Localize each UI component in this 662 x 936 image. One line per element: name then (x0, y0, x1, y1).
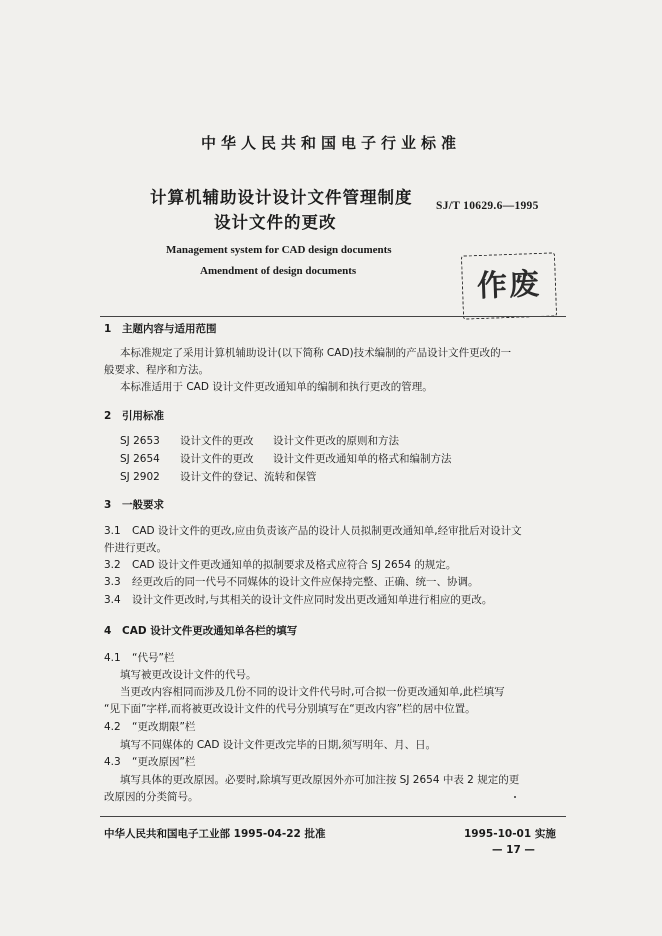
section-title: 引用标准 (122, 410, 164, 422)
section-number: 4 (104, 625, 112, 637)
reference-title: 设计文件的更改 (180, 435, 254, 447)
standard-number: SJ/T 10629.6—1995 (436, 200, 539, 212)
section-number: 3 (104, 499, 112, 511)
section-3-heading (104, 498, 164, 512)
clause-4-1-line-1: 填写被更改设计文件的代号。 (120, 669, 257, 681)
implementation-date: 1995-10-01 实施 (464, 828, 556, 840)
clause-4-1 (104, 651, 174, 665)
title-line-1: 计算机辅助设计设计文件管理制度 (150, 188, 413, 207)
section-title: CAD 设计文件更改通知单各栏的填写 (122, 625, 298, 637)
reference-item (120, 452, 452, 466)
clause-number: 4.2 (104, 721, 121, 733)
reference-item (120, 434, 399, 448)
section-title: 主题内容与适用范围 (122, 323, 217, 335)
clause-4-3 (104, 755, 195, 769)
reference-desc: 设计文件更改的原则和方法 (273, 435, 399, 447)
clause-4-3-line-2: 改原因的分类简号。 (104, 791, 199, 803)
clause-text: CAD 设计文件更改通知单的拟制要求及格式应符合 SJ 2654 的规定。 (132, 559, 457, 571)
section-title: 一般要求 (122, 499, 164, 511)
approval-line: 中华人民共和国电子工业部 1995-04-22 批准 (104, 828, 326, 840)
title-line-2: 设计文件的更改 (214, 213, 337, 232)
reference-item (120, 470, 317, 484)
clause-number: 4.1 (104, 652, 121, 664)
clause-label: “更改原因”栏 (132, 756, 196, 768)
clause-3-2 (104, 558, 456, 572)
scan-dot (514, 796, 516, 798)
header-divider (100, 316, 566, 317)
s1-paragraph-1-line-2: 般要求、程序和方法。 (104, 364, 209, 376)
reference-desc: 设计文件更改通知单的格式和编制方法 (273, 453, 452, 465)
english-title-line-2: Amendment of design documents (200, 265, 357, 277)
clause-text: 设计文件更改时,与其相关的设计文件应同时发出更改通知单进行相应的更改。 (132, 594, 493, 606)
clause-text: 经更改后的同一代号不同媒体的设计文件应保持完整、正确、统一、协调。 (132, 576, 479, 588)
reference-title: 设计文件的登记、流转和保管 (180, 471, 317, 483)
clause-4-1-line-2: 当更改内容相同而涉及几份不同的设计文件代号时,可合拟一份更改通知单,此栏填写 (120, 686, 505, 698)
reference-code: SJ 2902 (120, 471, 160, 483)
section-2-heading (104, 409, 164, 423)
clause-3-1-continued: 件进行更改。 (104, 542, 167, 554)
clause-3-4 (104, 593, 492, 607)
issuing-organization: 中华人民共和国电子行业标准 (200, 134, 461, 152)
reference-code: SJ 2653 (120, 435, 160, 447)
clause-label: “更改期限”栏 (132, 721, 196, 733)
section-number: 1 (104, 323, 112, 335)
section-number: 2 (104, 410, 112, 422)
page-number: — 17 — (492, 844, 535, 856)
reference-title: 设计文件的更改 (180, 453, 254, 465)
clause-4-2-line-1: 填写不同媒体的 CAD 设计文件更改完毕的日期,须写明年、月、日。 (120, 739, 437, 751)
clause-number: 3.3 (104, 576, 121, 588)
clause-number: 3.2 (104, 559, 121, 571)
clause-3-3 (104, 575, 479, 589)
clause-4-2 (104, 720, 195, 734)
clause-4-3-line-1: 填写具体的更改原因。必要时,除填写更改原因外亦可加注按 SJ 2654 中表 2 规定的更 (120, 774, 520, 786)
clause-4-1-line-3: “见下面”字样,而将被更改设计文件的代号分别填写在“更改内容”栏的居中位置。 (104, 703, 476, 715)
clause-3-1 (104, 524, 522, 538)
clause-label: “代号”栏 (132, 652, 175, 664)
english-title-line-1: Management system for CAD design documents (166, 244, 392, 256)
footer-divider (100, 816, 566, 817)
clause-number: 3.4 (104, 594, 121, 606)
section-1-heading (104, 322, 217, 336)
section-4-heading (104, 624, 297, 638)
reference-code: SJ 2654 (120, 453, 160, 465)
s1-paragraph-1-line-1: 本标准规定了采用计算机辅助设计(以下简称 CAD)技术编制的产品设计文件更改的一 (120, 347, 512, 359)
clause-text: CAD 设计文件的更改,应由负责该产品的设计人员拟制更改通知单,经审批后对设计文 (132, 525, 522, 537)
void-stamp: 作废 (461, 252, 557, 319)
clause-number: 4.3 (104, 756, 121, 768)
clause-number: 3.1 (104, 525, 121, 537)
s1-paragraph-2: 本标准适用于 CAD 设计文件更改通知单的编制和执行更改的管理。 (120, 381, 433, 393)
